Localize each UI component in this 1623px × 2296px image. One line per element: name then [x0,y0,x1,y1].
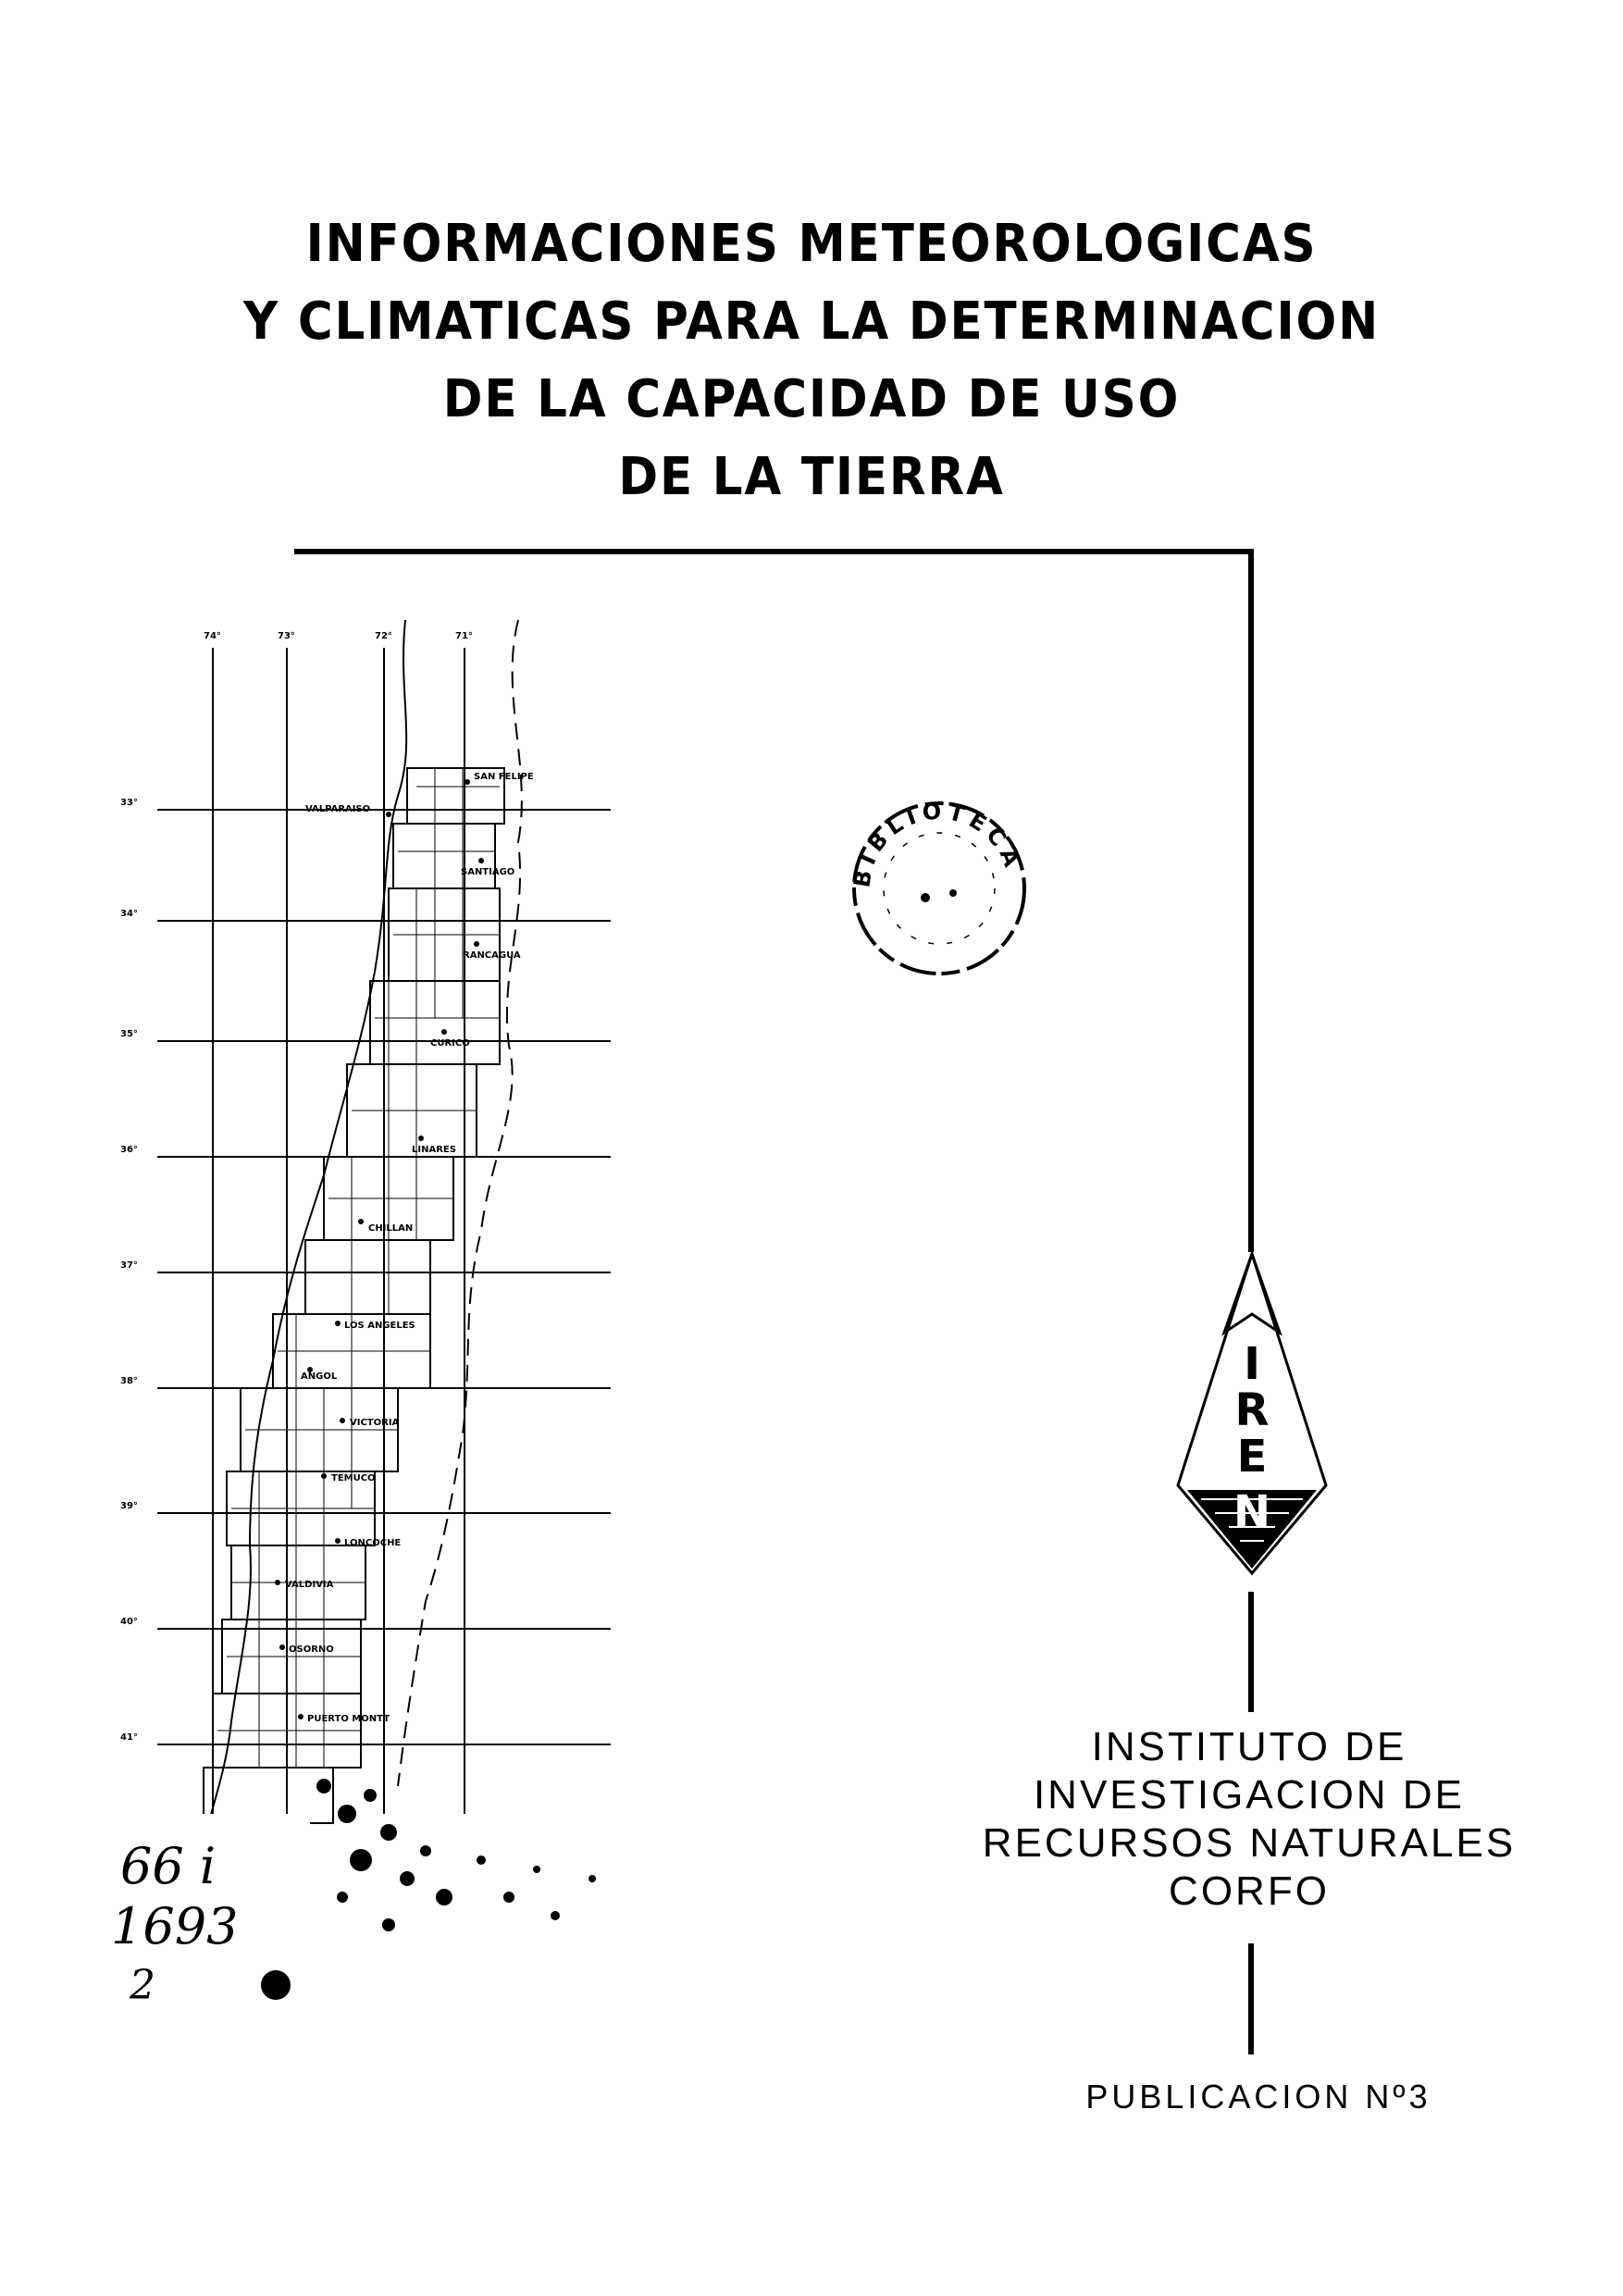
city-label-angol: ANGOL [301,1371,338,1382]
logo-letter-n: N [1233,1486,1271,1538]
longitude-label-71: 71° [455,631,473,641]
title-line-1: INFORMACIONES METEOROLOGICAS [305,214,1318,274]
city-label-loncoche: LONCOCHE [344,1538,402,1548]
stamp-text: BIBLIOTECA [849,798,1027,889]
latitude-label-33: 33° [120,798,138,808]
city-label-linares: LINARES [412,1145,456,1155]
institute-line-4: CORFO [1169,1868,1330,1914]
institute-name [953,1723,1545,1916]
longitude-label-74: 74° [204,631,221,641]
logo-top-arrow [1224,1254,1280,1333]
city-label-osorno: OSORNO [289,1644,334,1655]
city-label-santiago: SANTIAGO [461,867,515,877]
city-label-chillan: CHILLAN [368,1223,414,1234]
institute-line-2: INVESTIGACION DE [1033,1772,1466,1818]
latitude-label-36: 36° [120,1145,138,1155]
city-label-temuco: TEMUCO [331,1473,376,1483]
latitude-label-34: 34° [120,909,138,919]
call-number-line-1: 66 i [120,1837,217,1895]
latitude-label-37: 37° [120,1260,138,1271]
longitude-label-73: 73° [278,631,295,641]
longitude-label-72: 72° [375,631,392,641]
latitude-label-38: 38° [120,1376,138,1386]
publication-number: PUBLICACION Nº3 [1085,2078,1431,2116]
institute-line-1: INSTITUTO DE [1091,1724,1407,1769]
frame-top-rule [294,549,1253,554]
city-label-puerto-montt: PUERTO MONTT [307,1714,390,1724]
city-label-victoria: VICTORIA [350,1418,400,1428]
call-number-line-3: 2 [130,1962,155,2009]
chile-grid-map [111,583,666,2175]
frame-right-rule-middle [1248,1592,1254,1712]
city-label-los-angeles: LOS ANGELES [344,1321,415,1331]
title-line-4: DE LA TIERRA [618,447,1005,507]
logo-letter-r: R [1234,1384,1270,1436]
city-label-valparaiso: VALPARAISO [305,804,371,814]
city-label-rancagua: RANCAGUA [463,950,521,961]
frame-right-rule-lower [1248,1943,1254,2054]
latitude-label-40: 40° [120,1617,138,1627]
logo-letter-e: E [1236,1431,1268,1483]
city-label-curico: CURICO [430,1038,470,1049]
survey-grid [204,768,504,1823]
latitude-label-41: 41° [120,1732,138,1743]
call-number-line-2: 1693 [111,1897,239,1955]
document-title [65,205,1558,516]
frame-right-rule-upper [1248,549,1254,1252]
library-stamp [837,787,1041,990]
logo-letter-i: I [1244,1338,1260,1390]
institute-line-3: RECURSOS NATURALES [982,1820,1517,1866]
latitude-label-39: 39° [120,1501,138,1511]
title-line-3: DE LA CAPACIDAD DE USO [442,369,1181,429]
latitude-label-35: 35° [120,1029,138,1039]
title-line-2: Y CLIMATICAS PARA LA DETERMINACION [242,292,1381,352]
iren-logo [1164,1249,1340,1592]
svg-text:BIBLIOTECA [849,798,1026,889]
city-label-san-felipe: SAN FELIPE [474,772,534,782]
city-label-valdivia: VALDIVIA [285,1580,334,1590]
